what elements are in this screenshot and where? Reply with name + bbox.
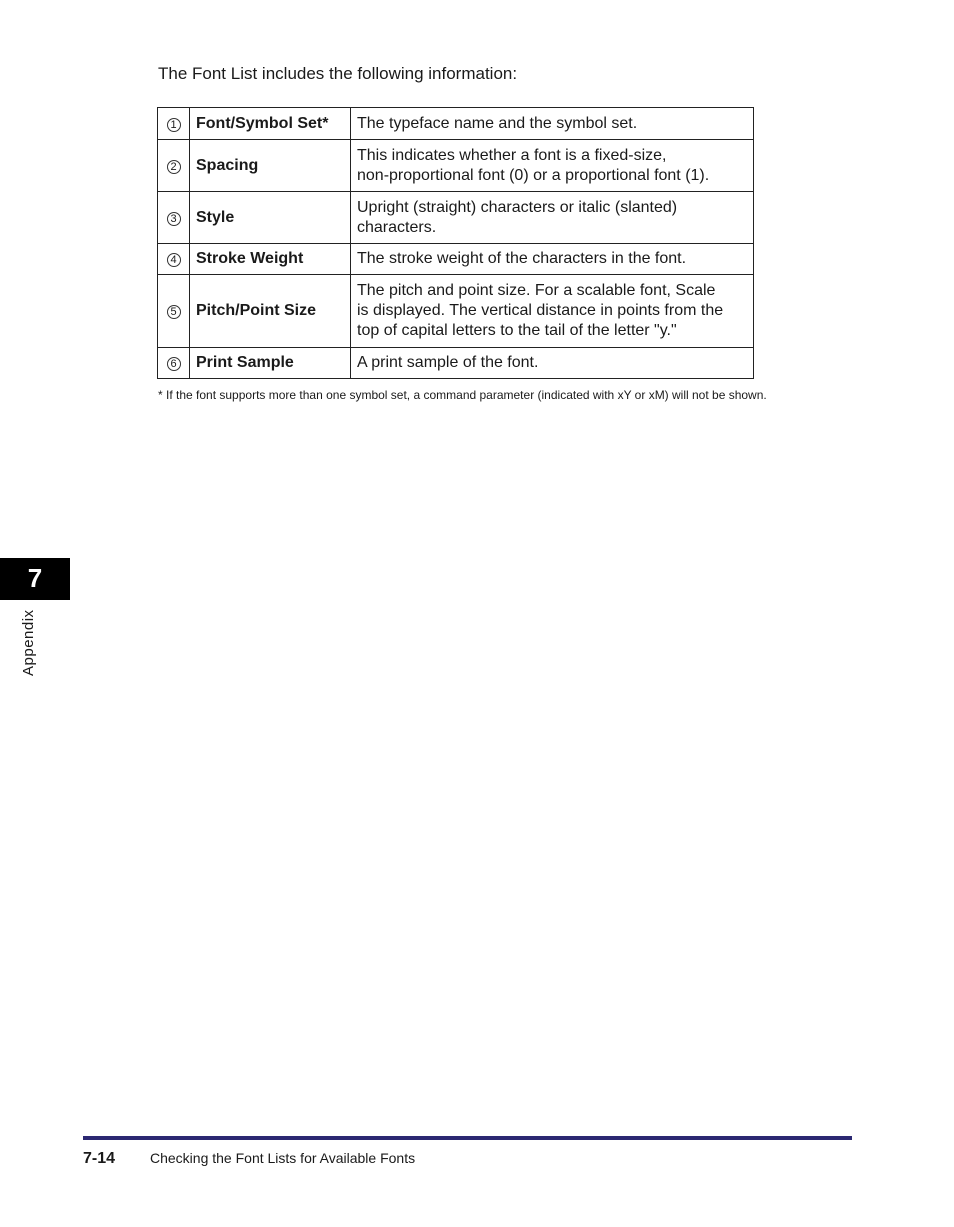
description-line: The stroke weight of the characters in the font. [357,250,687,267]
font-list-info-table [157,107,754,379]
row-description [351,192,754,244]
chapter-tab: 7 [0,558,70,600]
description-line: top of capital letters to the tail of the letter "y." [357,322,677,339]
row-description [351,108,754,140]
table-row [158,244,754,275]
footer-rule [83,1136,852,1140]
row-number [158,348,190,379]
circled-number: 4 [167,253,181,267]
description-line: non-proportional font (0) or a proportional font (1). [357,166,710,184]
row-term: Pitch/Point Size [190,275,351,348]
row-term: Print Sample [190,348,351,379]
row-term: Style [190,192,351,244]
circled-number: 1 [167,118,181,132]
table-row [158,348,754,379]
row-number [158,275,190,348]
row-number [158,140,190,192]
circled-number: 5 [167,305,181,319]
chapter-label: Appendix [20,609,37,676]
intro-text: The Font List includes the following information: [158,64,518,83]
table-row [158,192,754,244]
description-line: This indicates whether a font is a fixed-size, [357,146,667,164]
row-number [158,192,190,244]
circled-number: 2 [167,160,181,174]
table-row [158,140,754,192]
row-number [158,108,190,140]
circled-number: 6 [167,357,181,371]
row-description [351,348,754,379]
page-number: 7-14 [83,1150,116,1167]
circled-number: 3 [167,212,181,226]
footer-title: Checking the Font Lists for Available Fonts [150,1150,416,1166]
footnote: * If the font supports more than one symbol set, a command parameter (indicated with xY or xM) will not be shown. [158,388,767,402]
row-description [351,244,754,275]
description-line: A print sample of the font. [357,354,539,371]
description-line: The pitch and point size. For a scalable font, Scale [357,282,716,299]
row-number [158,244,190,275]
row-description [351,275,754,348]
description-line: is displayed. The vertical distance in points from the [357,302,724,319]
row-term: Font/Symbol Set* [190,108,351,140]
row-term: Spacing [190,140,351,192]
description-line: Upright (straight) characters or italic (slanted) [357,198,678,216]
description-line: characters. [357,218,437,236]
row-term: Stroke Weight [190,244,351,275]
table-row [158,275,754,348]
row-description [351,140,754,192]
table-row [158,108,754,140]
description-line: The typeface name and the symbol set. [357,114,638,132]
